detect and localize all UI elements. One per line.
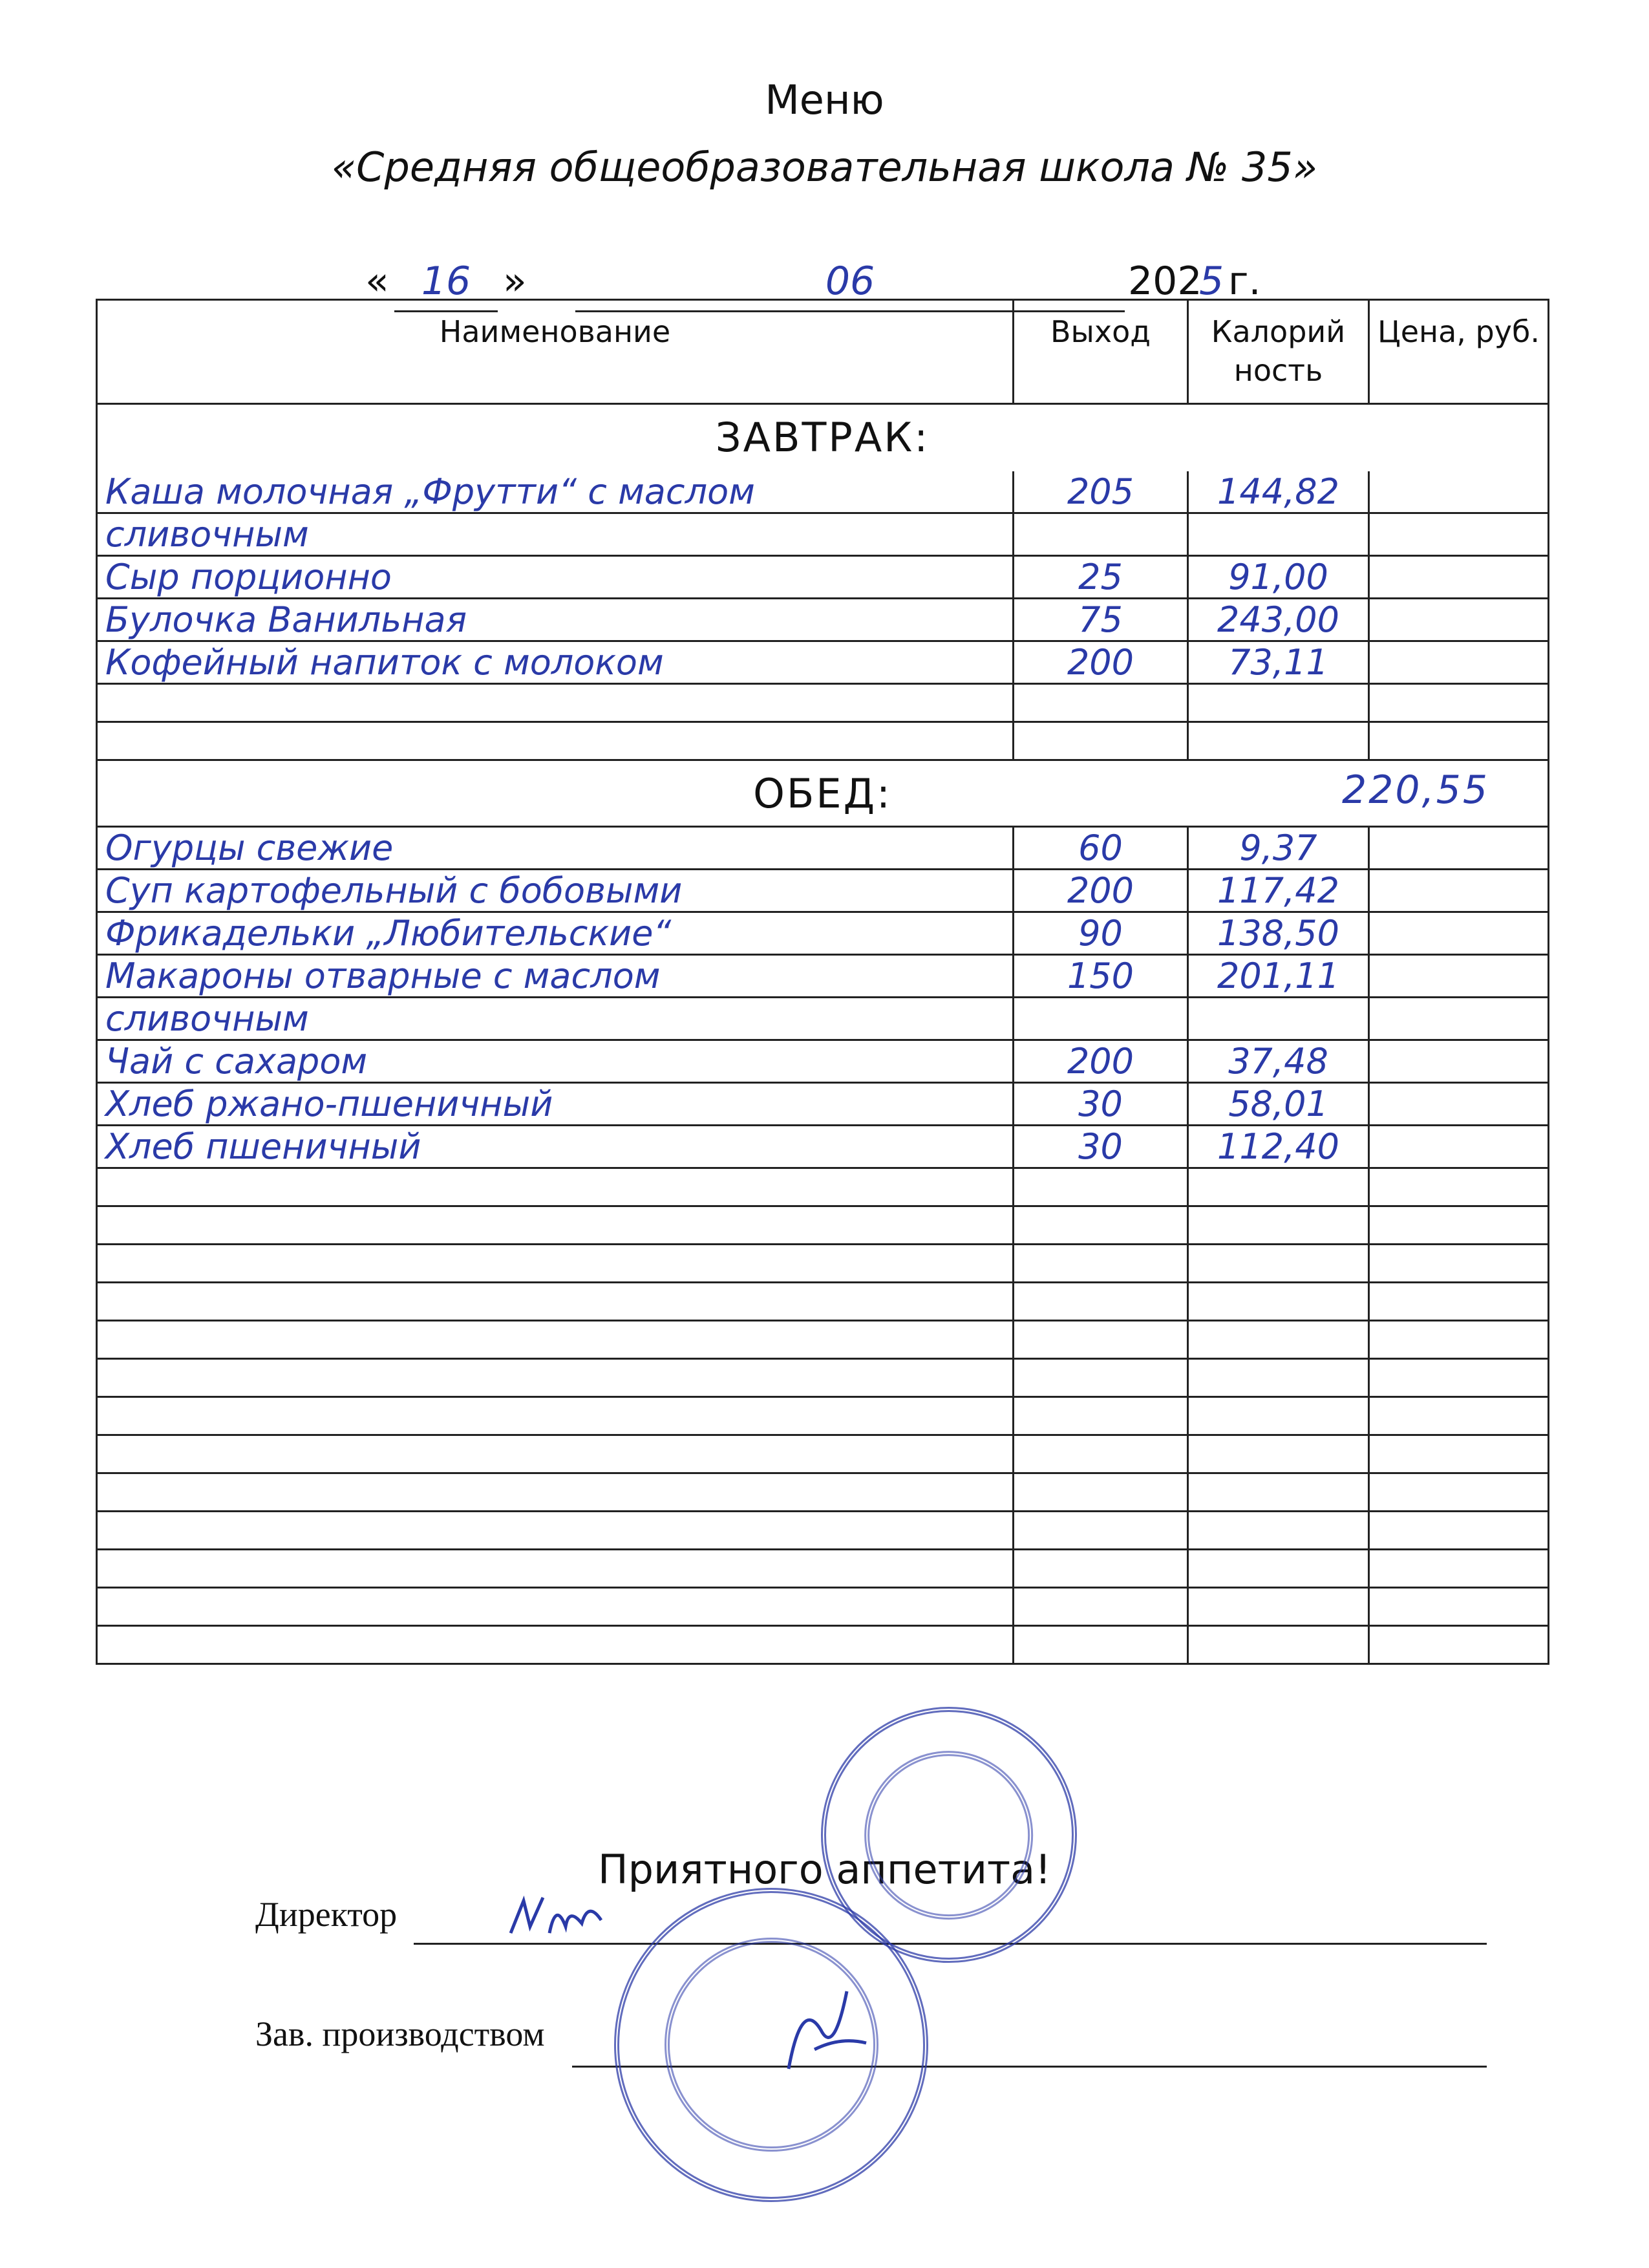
dish-calories xyxy=(1188,1397,1369,1435)
dish-calories xyxy=(1188,1588,1369,1626)
table-row xyxy=(97,599,1549,641)
dish-price xyxy=(1369,556,1549,599)
breakfast-section-row xyxy=(97,404,1549,471)
dish-calories: 138,50 xyxy=(1188,912,1369,955)
table-row xyxy=(97,1473,1549,1512)
director-signature xyxy=(504,1888,621,1946)
dish-price xyxy=(1369,1473,1549,1512)
dish-output: 150 xyxy=(1014,955,1188,998)
dish-calories: 58,01 xyxy=(1188,1083,1369,1126)
date-close-quote: » xyxy=(503,259,527,304)
dish-output: 200 xyxy=(1014,870,1188,912)
dish-output: 200 xyxy=(1014,641,1188,684)
column-header-calories: Калорий ность xyxy=(1188,300,1369,404)
table-row xyxy=(97,1512,1549,1550)
dish-output: 205 xyxy=(1014,471,1188,513)
dish-price xyxy=(1369,1626,1549,1664)
dish-output xyxy=(1014,1321,1188,1359)
dish-calories xyxy=(1188,998,1369,1040)
dish-price xyxy=(1369,1168,1549,1206)
dish-name xyxy=(97,1473,1014,1512)
dish-price xyxy=(1369,722,1549,760)
dish-output xyxy=(1014,722,1188,760)
table-row xyxy=(97,827,1549,870)
table-row xyxy=(97,1083,1549,1126)
dish-output: 25 xyxy=(1014,556,1188,599)
dish-calories: 201,11 xyxy=(1188,955,1369,998)
dish-output xyxy=(1014,1588,1188,1626)
dish-name: Хлеб пшеничный xyxy=(97,1126,1014,1168)
dish-price xyxy=(1369,955,1549,998)
dish-price xyxy=(1369,471,1549,513)
table-row xyxy=(97,1321,1549,1359)
dish-output: 30 xyxy=(1014,1126,1188,1168)
dish-name: Каша молочная „Фрутти“ с маслом xyxy=(97,471,1014,513)
dish-price xyxy=(1369,1126,1549,1168)
date-open-quote: « xyxy=(365,259,389,304)
dish-calories: 243,00 xyxy=(1188,599,1369,641)
dish-calories xyxy=(1188,513,1369,556)
dish-name xyxy=(97,1550,1014,1588)
dish-output xyxy=(1014,1245,1188,1283)
lunch-section-row xyxy=(97,760,1549,827)
dish-output: 30 xyxy=(1014,1083,1188,1126)
dish-price xyxy=(1369,1512,1549,1550)
date-month: 06 xyxy=(575,259,1125,312)
table-row xyxy=(97,1126,1549,1168)
table-row xyxy=(97,471,1549,513)
dish-price xyxy=(1369,1083,1549,1126)
dish-price xyxy=(1369,1283,1549,1321)
dish-name xyxy=(97,1359,1014,1397)
school-name: «Средняя общеобразовательная школа № 35» xyxy=(331,144,1318,191)
stamp-large-inner-ring xyxy=(665,1938,878,2152)
dish-name: Суп картофельный с бобовыми xyxy=(97,870,1014,912)
dish-calories xyxy=(1188,1512,1369,1550)
dish-output xyxy=(1014,513,1188,556)
dish-name: Сыр порционно xyxy=(97,556,1014,599)
dish-name xyxy=(97,1512,1014,1550)
dish-name xyxy=(97,722,1014,760)
dish-calories xyxy=(1188,1245,1369,1283)
dish-price xyxy=(1369,684,1549,722)
dish-calories xyxy=(1188,722,1369,760)
dish-price xyxy=(1369,998,1549,1040)
column-header-output: Выход xyxy=(1014,300,1188,404)
lunch-total: 220,55 xyxy=(1342,767,1489,813)
dish-name xyxy=(97,1283,1014,1321)
breakfast-label: ЗАВТРАК: xyxy=(97,404,1549,471)
dish-calories: 91,00 xyxy=(1188,556,1369,599)
table-row xyxy=(97,870,1549,912)
table-row xyxy=(97,1397,1549,1435)
dish-name xyxy=(97,1321,1014,1359)
dish-name xyxy=(97,1206,1014,1245)
dish-output: 200 xyxy=(1014,1040,1188,1083)
dish-calories: 112,40 xyxy=(1188,1126,1369,1168)
table-row xyxy=(97,684,1549,722)
breakfast-rows xyxy=(97,471,1549,760)
dish-price xyxy=(1369,1588,1549,1626)
dish-output: 90 xyxy=(1014,912,1188,955)
table-row xyxy=(97,955,1549,998)
column-header-name: Наименование xyxy=(97,300,1014,404)
menu-table xyxy=(96,299,1549,1665)
dish-calories xyxy=(1188,1206,1369,1245)
dish-price xyxy=(1369,870,1549,912)
dish-output xyxy=(1014,1473,1188,1512)
dish-name: Макароны отварные с маслом xyxy=(97,955,1014,998)
dish-price xyxy=(1369,827,1549,870)
dish-output xyxy=(1014,1626,1188,1664)
dish-name xyxy=(97,1245,1014,1283)
dish-output xyxy=(1014,684,1188,722)
dish-output xyxy=(1014,1206,1188,1245)
stamp-small-inner-ring xyxy=(846,1732,1052,1939)
stamp-large xyxy=(614,1888,928,2202)
date-year-prefix: 202 xyxy=(1128,259,1202,304)
dish-calories xyxy=(1188,1473,1369,1512)
dish-price xyxy=(1369,912,1549,955)
table-row xyxy=(97,1550,1549,1588)
dish-calories xyxy=(1188,684,1369,722)
table-header-row xyxy=(97,300,1549,404)
dish-calories: 73,11 xyxy=(1188,641,1369,684)
dish-price xyxy=(1369,599,1549,641)
column-header-price: Цена, руб. xyxy=(1369,300,1549,404)
dish-calories: 9,37 xyxy=(1188,827,1369,870)
table-row xyxy=(97,1245,1549,1283)
date-day: 16 xyxy=(394,259,498,312)
dish-calories xyxy=(1188,1626,1369,1664)
table-row xyxy=(97,1040,1549,1083)
dish-price xyxy=(1369,1435,1549,1473)
dish-calories xyxy=(1188,1168,1369,1206)
dish-calories xyxy=(1188,1321,1369,1359)
dish-output xyxy=(1014,998,1188,1040)
dish-output xyxy=(1014,1435,1188,1473)
dish-price xyxy=(1369,513,1549,556)
dish-calories: 144,82 xyxy=(1188,471,1369,513)
table-row xyxy=(97,1588,1549,1626)
dish-name xyxy=(97,1626,1014,1664)
table-row xyxy=(97,722,1549,760)
dish-name: сливочным xyxy=(97,513,1014,556)
bon-appetit: Приятного аппетита! xyxy=(598,1846,1051,1893)
dish-price xyxy=(1369,641,1549,684)
dish-output xyxy=(1014,1550,1188,1588)
dish-price xyxy=(1369,1397,1549,1435)
table-row xyxy=(97,1206,1549,1245)
table-row xyxy=(97,912,1549,955)
dish-output xyxy=(1014,1168,1188,1206)
dish-calories xyxy=(1188,1550,1369,1588)
dish-name: Хлеб ржано-пшеничный xyxy=(97,1083,1014,1126)
dish-name: Огурцы свежие xyxy=(97,827,1014,870)
date-year-g: г. xyxy=(1228,259,1261,304)
dish-calories: 117,42 xyxy=(1188,870,1369,912)
dish-name: Чай с сахаром xyxy=(97,1040,1014,1083)
dish-price xyxy=(1369,1550,1549,1588)
dish-output xyxy=(1014,1283,1188,1321)
dish-name: Кофейный напиток с молоком xyxy=(97,641,1014,684)
dish-price xyxy=(1369,1245,1549,1283)
dish-price xyxy=(1369,1040,1549,1083)
dish-calories: 37,48 xyxy=(1188,1040,1369,1083)
dish-price xyxy=(1369,1359,1549,1397)
dish-calories xyxy=(1188,1283,1369,1321)
lunch-section-cell xyxy=(97,760,1549,827)
dish-output xyxy=(1014,1359,1188,1397)
dish-name: сливочным xyxy=(97,998,1014,1040)
table-row xyxy=(97,641,1549,684)
dish-calories xyxy=(1188,1435,1369,1473)
dish-calories xyxy=(1188,1359,1369,1397)
dish-output: 75 xyxy=(1014,599,1188,641)
table-row xyxy=(97,1168,1549,1206)
page-title: Меню xyxy=(765,76,884,123)
dish-name: Булочка Ванильная xyxy=(97,599,1014,641)
production-label: Зав. производством xyxy=(255,2015,545,2053)
table-row xyxy=(97,1626,1549,1664)
dish-name xyxy=(97,684,1014,722)
table-row xyxy=(97,556,1549,599)
dish-name xyxy=(97,1168,1014,1206)
dish-name xyxy=(97,1435,1014,1473)
table-row xyxy=(97,1283,1549,1321)
dish-name xyxy=(97,1588,1014,1626)
table-row xyxy=(97,1359,1549,1397)
dish-price xyxy=(1369,1321,1549,1359)
table-row xyxy=(97,1435,1549,1473)
dish-output xyxy=(1014,1397,1188,1435)
date-year-suffix: 5 xyxy=(1199,259,1224,304)
director-label: Директор xyxy=(255,1895,398,1934)
dish-price xyxy=(1369,1206,1549,1245)
lunch-label: ОБЕД: xyxy=(753,769,892,817)
dish-name xyxy=(97,1397,1014,1435)
dish-output: 60 xyxy=(1014,827,1188,870)
lunch-rows xyxy=(97,827,1549,1664)
dish-name: Фрикадельки „Любительские“ xyxy=(97,912,1014,955)
dish-output xyxy=(1014,1512,1188,1550)
table-row xyxy=(97,998,1549,1040)
table-row xyxy=(97,513,1549,556)
